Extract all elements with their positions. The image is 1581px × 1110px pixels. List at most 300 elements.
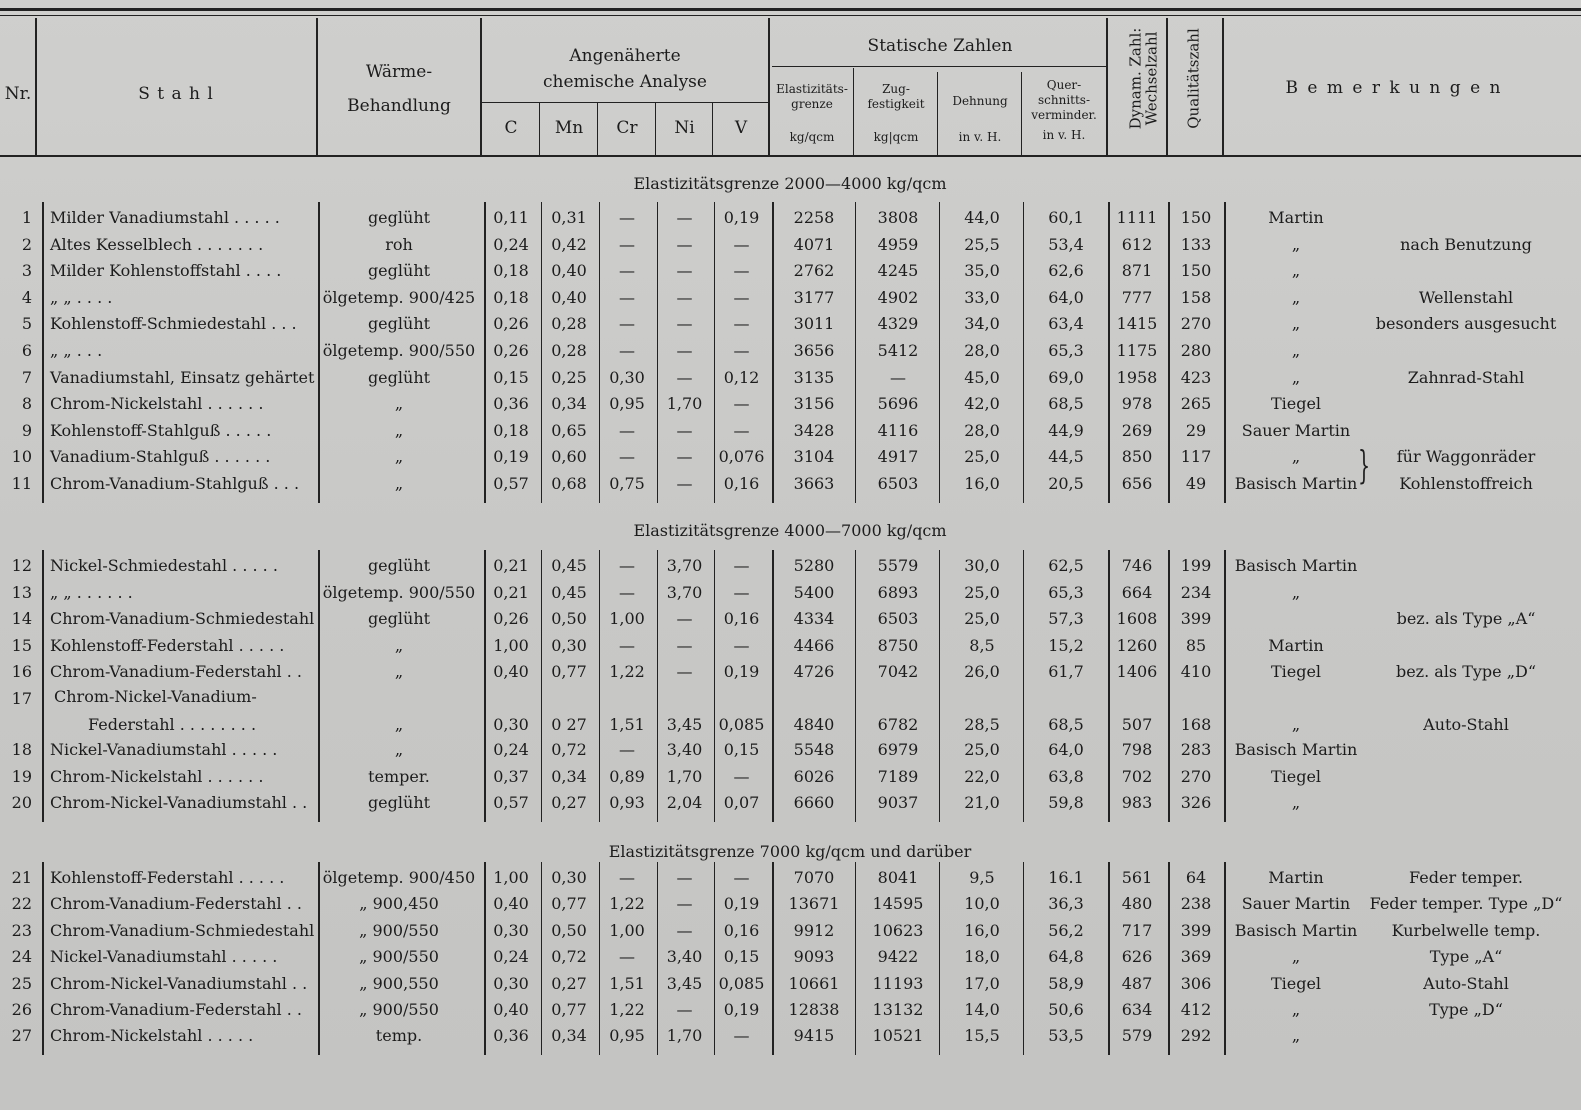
cell-cr: 1,22 [609,894,645,914]
cell-b2: Kohlenstoffreich [1399,474,1533,493]
cell-nr: 22 [11,894,32,914]
block-vline [599,550,600,822]
steel-name: Vanadium-Stahlguß . . . . . . [50,447,271,467]
cell-cr: — [619,556,635,575]
cell-c: 0,40 [493,1000,529,1019]
cell-d: 30,0 [964,556,1000,575]
block-vline [541,862,542,1055]
cell-d: 21,0 [964,793,1000,813]
cell-c: 0,24 [493,740,529,760]
cell-z: 9037 [877,793,919,813]
block-vline [855,862,856,1055]
cell-z: 6503 [877,609,919,629]
steel-name: Chrom-Nickelstahl . . . . . . [50,766,264,786]
steel-name: Altes Kesselblech . . . . . . . [50,234,264,254]
cell-cr: — [619,314,635,334]
cell-e: 4840 [793,715,835,734]
cell-b1: Sauer Martin [1241,894,1351,914]
cell-mn: 0,31 [551,208,587,227]
header-quer-3: verminder. [1031,108,1097,122]
block-vline [318,862,320,1055]
cell-q: 63,4 [1048,314,1084,334]
cell-b2: bez. als Type „D“ [1395,662,1537,682]
cell-e: 9415 [793,1026,835,1046]
block-vline [42,202,44,503]
cell-b2: Feder temper. [1409,868,1523,887]
cell-z: 6782 [877,715,919,734]
cell-d: 8,5 [969,635,995,655]
cell-b2: Zahnrad-Stahl [1407,367,1525,387]
block-vline [939,550,940,822]
cell-b1: „ [1291,1026,1301,1046]
cell-d: 28,5 [964,715,1000,734]
cell-e: 3156 [793,394,835,414]
cell-dyn: 746 [1121,556,1153,575]
cell-nr: 20 [11,793,32,813]
block-vline [657,862,658,1055]
cell-c: 0,18 [493,261,529,281]
cell-cr: — [619,420,635,440]
cell-q: 15,2 [1048,635,1084,655]
cell-v: 0,15 [723,740,760,760]
cell-w: geglüht [367,314,431,334]
cell-ni: — [676,367,693,387]
cell-c: 0,26 [493,609,529,629]
cell-q: 58,9 [1048,973,1084,993]
cell-cr: — [619,261,635,281]
cell-e: 12838 [788,1000,840,1019]
steel-name: Vanadiumstahl, Einsatz gehärtet [50,367,315,387]
cell-d: 15,5 [964,1026,1000,1046]
cell-q: 16.1 [1048,868,1084,887]
header-zug-2: festigkeit [867,97,925,111]
cell-ni: — [676,234,693,254]
cell-v: 0,19 [723,662,760,682]
cell-z: 10623 [872,920,924,940]
cell-dyn: 1111 [1116,208,1158,227]
block-vline [1108,862,1110,1055]
cell-w: geglüht [367,793,431,813]
cell-c: 0,11 [493,208,529,227]
cell-cr: 1,00 [609,609,645,629]
steel-name: Chrom-Vanadium-Schmiedestahl [50,609,315,629]
block-vline [939,202,940,503]
cell-w: „ 900,450 [359,894,439,914]
header-quer-2: schnitts- [1037,93,1091,107]
cell-e: 3104 [793,447,835,467]
cell-d: 22,0 [964,766,1000,786]
cell-v: — [733,234,750,254]
header-statische: Statische Zahlen [867,36,1013,56]
cell-q: 64,0 [1048,740,1084,760]
cell-ni: — [676,920,693,940]
cell-mn: 0,40 [551,261,587,281]
statische-rule [772,66,1108,67]
cell-qual: 292 [1180,1026,1212,1046]
cell-cr: — [619,582,635,602]
cell-mn: 0,42 [551,234,587,254]
cell-d: 10,0 [964,894,1000,914]
steel-name: Kohlenstoff-Stahlguß . . . . . [50,420,272,440]
cell-ni: — [676,447,693,467]
cell-b1: Sauer Martin [1241,420,1351,440]
hdr-vline [1166,18,1168,156]
cell-d: 9,5 [969,868,995,887]
cell-b2: Auto-Stahl [1423,715,1509,734]
cell-v: 0,16 [723,920,760,940]
cell-c: 0,24 [493,947,529,967]
block-vline [855,202,856,503]
header-quer-1: Quer- [1046,78,1082,92]
cell-ni: — [676,208,693,227]
cell-dyn: 702 [1121,766,1153,786]
cell-b1: „ [1291,341,1301,360]
cell-cr: 0,93 [609,793,645,813]
cell-mn: 0,72 [551,740,587,760]
cell-nr: 5 [21,314,32,334]
header-dynam-2: Wechselzahl [1142,31,1161,126]
cell-dyn: 1608 [1116,609,1158,629]
header-analyse-1: Angenäherte [569,46,681,66]
block-vline [855,550,856,822]
cell-mn: 0,27 [551,793,587,813]
block-vline [484,202,486,503]
cell-cr: 0,89 [609,766,645,786]
header-qualitaet: Qualitätszahl [1184,28,1203,129]
block-vline [1168,202,1170,503]
steel-name: Nickel-Vanadiumstahl . . . . . [50,740,278,760]
block-vline [318,202,320,503]
cell-q: 50,6 [1048,1000,1084,1019]
cell-qual: 238 [1180,894,1212,914]
cell-b1: Martin [1268,208,1324,227]
cell-z: 4959 [877,234,919,254]
cell-qual: 399 [1180,920,1212,940]
cell-cr: — [619,208,635,227]
cell-dyn: 850 [1121,447,1153,467]
cell-nr: 25 [11,973,32,993]
cell-dyn: 664 [1121,582,1153,602]
cell-d: 28,0 [964,420,1000,440]
cell-v: — [733,635,750,655]
cell-w: geglüht [367,367,431,387]
cell-w: „ [394,474,404,493]
cell-w: ölgetemp. 900/550 [322,582,476,602]
cell-mn: 0,50 [551,609,587,629]
steel-name: Nickel-Vanadiumstahl . . . . . [50,947,278,967]
cell-cr: 0,75 [609,474,645,493]
cell-v: — [733,1026,750,1046]
block-vline [1023,862,1024,1055]
cell-mn: 0,34 [551,394,587,414]
cell-mn: 0,34 [551,1026,587,1046]
cell-d: 14,0 [964,1000,1000,1019]
cell-dyn: 634 [1121,1000,1153,1019]
cell-nr: 18 [11,740,32,760]
steel-name: Kohlenstoff-Federstahl . . . . . [50,868,285,887]
cell-cr: — [619,341,635,360]
cell-q: 62,6 [1048,261,1084,281]
cell-b1: „ [1291,947,1301,967]
cell-ni: 3,70 [666,556,703,575]
steel-name: Milder Vanadiumstahl . . . . . [50,208,280,227]
cell-z: 9422 [877,947,919,967]
cell-d: 25,0 [964,582,1000,602]
cell-c: 0,30 [493,715,529,734]
cell-nr: 11 [11,474,32,493]
cell-v: — [733,261,750,281]
cell-q: 36,3 [1048,894,1084,914]
hdr-vline [316,18,318,156]
header-mn: Mn [554,118,584,138]
cell-e: 10661 [788,973,840,993]
cell-e: 5548 [793,740,835,760]
cell-ni: 3,40 [666,740,703,760]
cell-b2: Auto-Stahl [1423,973,1509,993]
cell-q: 53,4 [1048,234,1084,254]
cell-b1: „ [1291,447,1301,467]
steel-name: Chrom-Vanadium-Federstahl . . [50,894,302,914]
cell-ni: — [676,314,693,334]
cell-c: 0,37 [493,766,529,786]
cell-dyn: 579 [1121,1026,1153,1046]
cell-v: 0,085 [718,715,765,734]
block-vline [484,550,486,822]
header-cr: Cr [616,118,638,138]
cell-z: 13132 [872,1000,924,1019]
cell-mn: 0,45 [551,582,587,602]
cell-mn: 0,34 [551,766,587,786]
cell-q: 65,3 [1048,341,1084,360]
cell-e: 2762 [793,261,835,281]
cell-d: 16,0 [964,920,1000,940]
cell-b1: „ [1291,793,1301,813]
cell-qual: 64 [1185,868,1207,887]
cell-z: 4917 [877,447,919,467]
cell-d: 35,0 [964,261,1000,281]
steel-name-cont: Federstahl . . . . . . . . [88,715,257,734]
cell-ni: — [676,868,693,887]
header-waerme-1: Wärme- [365,62,433,82]
cell-c: 0,57 [493,474,529,493]
cell-cr: — [619,635,635,655]
cell-mn: 0,68 [551,474,587,493]
cell-nr: 1 [21,208,32,227]
cell-e: 3177 [793,287,835,307]
cell-c: 0,40 [493,662,529,682]
block-vline [1224,202,1226,503]
cell-qual: 410 [1180,662,1212,682]
cell-b1: Martin [1268,635,1324,655]
cell-e: 3135 [793,367,835,387]
steel-name: Nickel-Schmiedestahl . . . . . [50,556,278,575]
cell-v: — [733,420,750,440]
cell-w: „ [394,662,404,682]
header-elast-1: Elastizitäts- [776,82,848,96]
cell-e: 3428 [793,420,835,440]
cell-dyn: 1958 [1116,367,1158,387]
cell-d: 26,0 [964,662,1000,682]
cell-cr: 0,30 [609,367,645,387]
cell-v: — [733,766,750,786]
cell-ni: 3,70 [666,582,703,602]
cell-qual: 306 [1180,973,1212,993]
cell-v: — [733,582,750,602]
cell-qual: 369 [1180,947,1212,967]
block-vline [772,550,774,822]
cell-e: 3656 [793,341,835,360]
cell-e: 3663 [793,474,835,493]
cell-d: 25,0 [964,609,1000,629]
steel-name: Kohlenstoff-Federstahl . . . . . [50,635,285,655]
cell-ni: 3,45 [666,973,703,993]
cell-e: 9912 [793,920,835,940]
cell-v: 0,15 [723,947,760,967]
cell-dyn: 777 [1121,287,1153,307]
cell-v: — [733,868,750,887]
cell-w: „ 900/550 [359,920,439,940]
block-vline [657,202,658,503]
cell-b1: Tiegel [1270,394,1322,414]
cell-mn: 0,77 [551,894,587,914]
cell-dyn: 1175 [1116,341,1158,360]
cell-b2: Type „A“ [1429,947,1503,967]
steel-name: „ „ . . . . . . [50,582,133,602]
header-c: C [504,118,518,138]
cell-nr: 2 [21,234,32,254]
cell-z: 10521 [872,1026,924,1046]
cell-v: 0,19 [723,1000,760,1019]
cell-ni: — [676,287,693,307]
cell-b2: Type „D“ [1429,1000,1503,1019]
cell-d: 44,0 [964,208,1000,227]
block-vline [541,550,542,822]
cell-b2: nach Benutzung [1400,234,1532,254]
cell-cr: 1,51 [609,715,645,734]
block-vline [1224,862,1226,1055]
cell-dyn: 717 [1121,920,1153,940]
header-rule [0,155,1581,157]
cell-c: 0,21 [493,556,529,575]
header-dehnung-2: in v. H. [958,130,1002,144]
cell-w: ölgetemp. 900/550 [322,341,476,360]
cell-dyn: 978 [1121,394,1153,414]
cell-v: — [733,341,750,360]
cell-ni: — [676,261,693,281]
cell-ni: — [676,609,693,629]
cell-nr: 27 [11,1026,32,1046]
cell-qual: 199 [1180,556,1212,575]
cell-mn: 0,30 [551,635,587,655]
cell-w: „ 900/550 [359,947,439,967]
cell-ni: — [676,474,693,493]
cell-dyn: 1415 [1116,314,1158,334]
cell-dyn: 487 [1121,973,1153,993]
steel-name: Chrom-Vanadium-Federstahl . . [50,662,302,682]
cell-v: 0,16 [723,609,760,629]
cell-cr: — [619,868,635,887]
cell-dyn: 871 [1121,261,1153,281]
steel-name: Chrom-Nickelstahl . . . . . [50,1026,254,1046]
cell-c: 0,30 [493,920,529,940]
cell-ni: — [676,662,693,682]
block-vline [714,550,715,822]
cell-nr: 4 [21,287,32,307]
cell-nr: 24 [11,947,32,967]
cell-mn: 0,65 [551,420,587,440]
header-elast-3: kg/qcm [789,130,835,144]
section-title: Elastizitätsgrenze 7000 kg/qcm und darüber [608,842,972,861]
cell-z: 6893 [877,582,919,602]
cell-mn: 0,72 [551,947,587,967]
cell-e: 6026 [793,766,835,786]
cell-cr: — [619,740,635,760]
cell-d: 33,0 [964,287,1000,307]
cell-b1: Basisch Martin [1234,920,1358,940]
cell-qual: 150 [1180,208,1212,227]
cell-ni: — [676,1000,693,1019]
steel-name: Chrom-Nickel-Vanadiumstahl . . [50,793,308,813]
cell-mn: 0,50 [551,920,587,940]
cell-z: 6503 [877,474,919,493]
steel-name: „ „ . . . [50,341,103,360]
cell-qual: 150 [1180,261,1212,281]
cell-z: 4116 [877,420,919,440]
cell-q: 64,0 [1048,287,1084,307]
cell-z: 6979 [877,740,919,760]
cell-q: 62,5 [1048,556,1084,575]
block-vline [541,202,542,503]
cell-ni: — [676,341,693,360]
cell-dyn: 1406 [1116,662,1158,682]
cell-cr: 0,95 [609,394,645,414]
cell-qual: 158 [1180,287,1212,307]
block-vline [1168,550,1170,822]
cell-v: 0,19 [723,208,760,227]
cell-q: 56,2 [1048,920,1084,940]
cell-qual: 399 [1180,609,1212,629]
cell-nr: 3 [21,261,32,281]
block-vline [42,550,44,822]
header-nr: Nr. [4,84,32,104]
cell-nr: 15 [11,635,32,655]
cell-q: 57,3 [1048,609,1084,629]
block-vline [599,202,600,503]
cell-v: 0,07 [723,793,760,813]
cell-b1: Basisch Martin [1234,474,1358,493]
header-dehnung-1: Dehnung [952,94,1008,108]
steel-name: Chrom-Vanadium-Federstahl . . [50,1000,302,1019]
cell-z: 8041 [877,868,919,887]
cell-nr: 12 [11,556,32,575]
cell-qual: 326 [1180,793,1212,813]
cell-c: 0,19 [493,447,529,467]
cell-d: 45,0 [964,367,1000,387]
cell-q: 68,5 [1048,715,1084,734]
cell-ni: — [676,420,693,440]
cell-z: 4902 [877,287,919,307]
header-waerme-2: Behandlung [347,96,451,116]
cell-v: 0,085 [718,973,765,993]
cell-ni: — [676,635,693,655]
steel-name: Chrom-Vanadium-Schmiedestahl [50,920,315,940]
cell-c: 0,36 [493,1026,529,1046]
cell-w: „ [394,715,404,734]
header-dynam-1: Dynam. Zahl: [1126,27,1145,130]
steel-name: Milder Kohlenstoffstahl . . . . [50,261,282,281]
cell-e: 4466 [793,635,835,655]
cell-mn: 0,77 [551,1000,587,1019]
